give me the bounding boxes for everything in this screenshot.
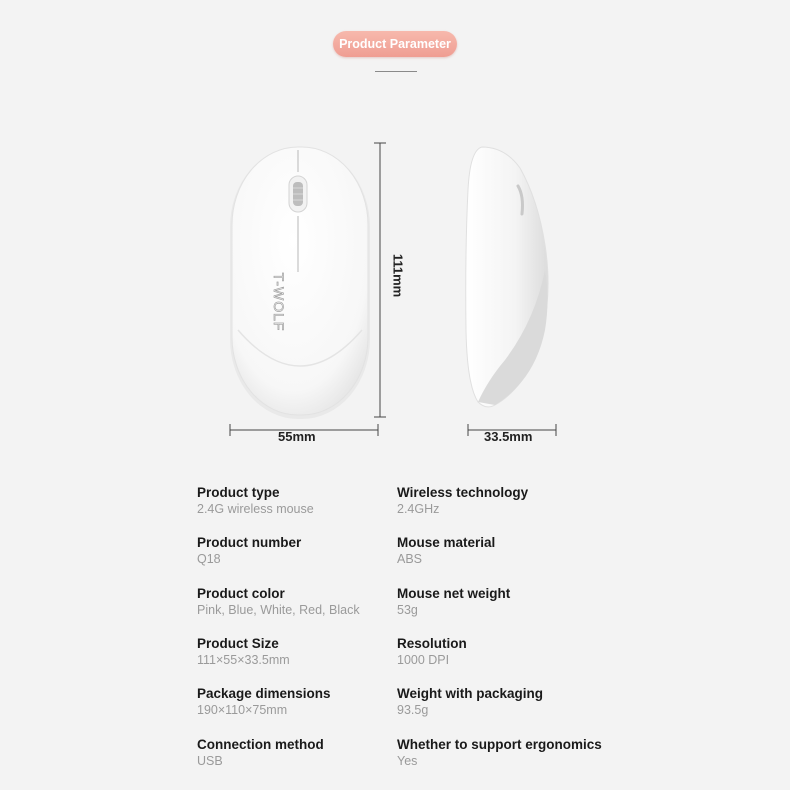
- spec-title: Weight with packaging: [397, 686, 544, 701]
- spec-title: Product type: [197, 485, 280, 500]
- brand-logo: T-WOLF: [271, 272, 287, 332]
- spec-weight-with-packaging: [397, 685, 627, 719]
- length-dimension-label: 111mm: [390, 253, 406, 298]
- spec-product-color: [197, 585, 427, 619]
- spec-value: 190×110×75mm: [197, 703, 288, 717]
- height-dimension-label: 33.5mm: [484, 429, 533, 444]
- spec-title: Resolution: [397, 636, 467, 651]
- spec-title: Product Size: [197, 636, 279, 651]
- spec-title: Product number: [197, 535, 302, 550]
- mouse-top-view: [230, 147, 370, 419]
- spec-title: Package dimensions: [197, 686, 331, 701]
- spec-product-type: [197, 484, 427, 518]
- spec-value: 53g: [397, 603, 418, 617]
- spec-ergonomics-support: [397, 736, 627, 770]
- spec-value: 1000 DPI: [397, 653, 450, 667]
- spec-value: 93.5g: [397, 703, 429, 717]
- spec-value: 2.4G wireless mouse: [197, 502, 314, 516]
- spec-title: Mouse net weight: [397, 586, 511, 601]
- spec-value: Pink, Blue, White, Red, Black: [197, 603, 360, 617]
- spec-title: Whether to support ergonomics: [397, 737, 602, 752]
- spec-title: Connection method: [197, 737, 324, 752]
- spec-value: USB: [197, 754, 223, 768]
- spec-mouse-net-weight: [397, 585, 627, 619]
- spec-resolution: [397, 635, 627, 669]
- spec-value: 2.4GHz: [397, 502, 440, 516]
- spec-product-size: [197, 635, 427, 669]
- mouse-side-view: [466, 147, 548, 407]
- spec-value: ABS: [397, 552, 423, 566]
- spec-package-dimensions: [197, 685, 427, 719]
- spec-wireless-technology: [397, 484, 627, 518]
- spec-value: 111×55×33.5mm: [197, 653, 290, 667]
- spec-value: Q18: [197, 552, 221, 566]
- spec-value: Yes: [397, 754, 418, 768]
- spec-title: Wireless technology: [397, 485, 529, 500]
- spec-product-number: [197, 534, 427, 568]
- spec-title: Product color: [197, 586, 285, 601]
- width-dimension-label: 55mm: [278, 429, 316, 444]
- spec-title: Mouse material: [397, 535, 496, 550]
- spec-mouse-material: [397, 534, 627, 568]
- section-title: Product Parameter: [339, 37, 451, 51]
- length-dimension-line: [374, 143, 386, 417]
- spec-connection-method: [197, 736, 427, 770]
